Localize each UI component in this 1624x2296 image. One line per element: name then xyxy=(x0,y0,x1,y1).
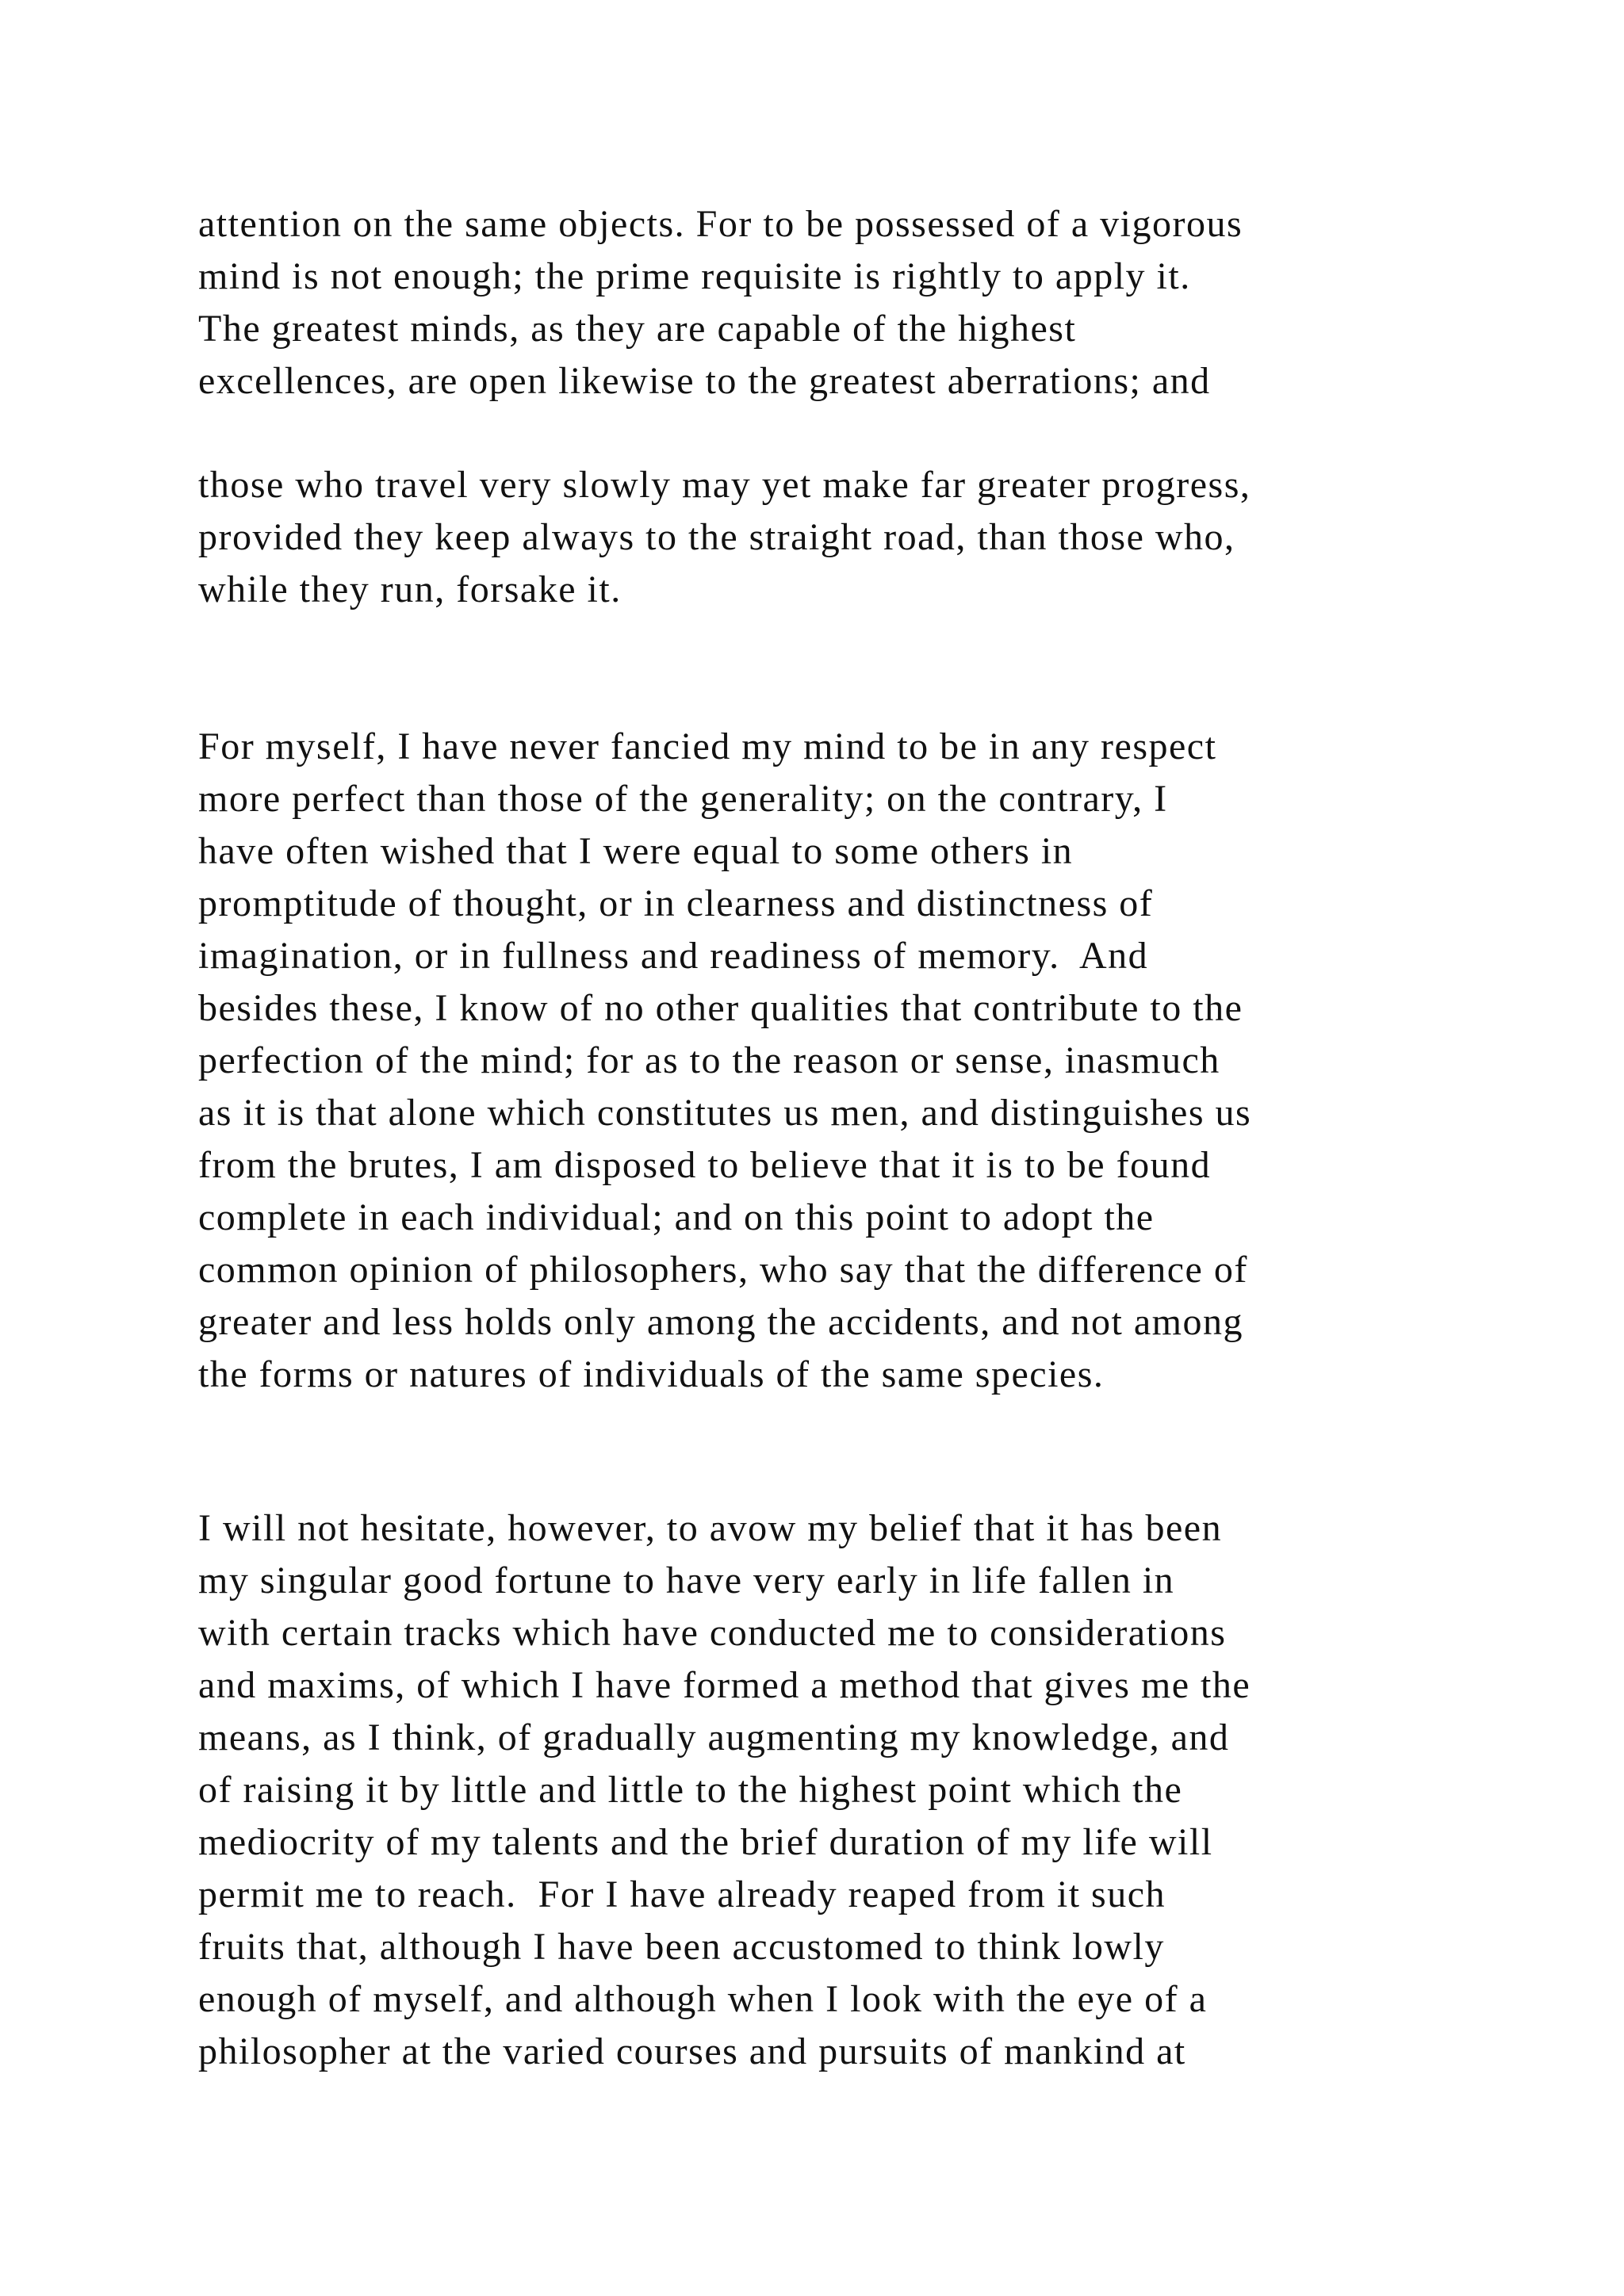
text-line: while they run, forsake it. xyxy=(198,568,622,610)
text-line: of raising it by little and little to the highest point which the xyxy=(198,1769,1183,1811)
text-line: mediocrity of my talents and the brief duration of my life will xyxy=(198,1821,1213,1863)
text-line: For myself, I have never fancied my mind to be in any respect xyxy=(198,725,1217,767)
text-line: fruits that, although I have been accustomed to think lowly xyxy=(198,1926,1165,1968)
text-line: philosopher at the varied courses and pursuits of mankind at xyxy=(198,2030,1186,2072)
text-line: permit me to reach. For I have already reaped from it such xyxy=(198,1873,1166,1915)
text-line: besides these, I know of no other qualities that contribute to the xyxy=(198,987,1243,1029)
text-line: excellences, are open likewise to the greatest aberrations; and xyxy=(198,360,1211,402)
text-line: means, as I think, of gradually augmenting my knowledge, and xyxy=(198,1716,1230,1758)
text-line: from the brutes, I am disposed to believe that it is to be found xyxy=(198,1144,1212,1186)
text-line: my singular good fortune to have very early in life fallen in xyxy=(198,1559,1175,1601)
text-line: I will not hesitate, however, to avow my belief that it has been xyxy=(198,1507,1223,1549)
text-line: have often wished that I were equal to some others in xyxy=(198,830,1074,872)
text-line: the forms or natures of individuals of the same species. xyxy=(198,1353,1105,1395)
text-line: enough of myself, and although when I look with the eye of a xyxy=(198,1978,1208,2020)
paragraph-3 xyxy=(198,721,1515,1401)
text-line: mind is not enough; the prime requisite is rightly to apply it. xyxy=(198,255,1191,297)
text-line: as it is that alone which constitutes us men, and distinguishes us xyxy=(198,1092,1252,1134)
text-line: The greatest minds, as they are capable of the highest xyxy=(198,308,1077,350)
text-line: provided they keep always to the straight road, than those who, xyxy=(198,516,1235,558)
text-line: complete in each individual; and on this point to adopt the xyxy=(198,1196,1155,1238)
text-line: with certain tracks which have conducted me to considerations xyxy=(198,1612,1227,1654)
paragraph-4 xyxy=(198,1502,1515,2078)
text-line: more perfect than those of the generality; on the contrary, I xyxy=(198,778,1168,820)
text-line: greater and less holds only among the accidents, and not among xyxy=(198,1301,1244,1343)
text-line: those who travel very slowly may yet make far greater progress, xyxy=(198,464,1251,506)
paragraph-2 xyxy=(198,459,1515,616)
text-line: attention on the same objects. For to be possessed of a vigorous xyxy=(198,203,1243,245)
text-line: common opinion of philosophers, who say that the difference of xyxy=(198,1249,1248,1291)
text-line: imagination, or in fullness and readiness of memory. And xyxy=(198,935,1149,977)
text-line: promptitude of thought, or in clearness and distinctness of xyxy=(198,882,1154,924)
text-line: perfection of the mind; for as to the reason or sense, inasmuch xyxy=(198,1039,1220,1081)
text-line: and maxims, of which I have formed a method that gives me the xyxy=(198,1664,1251,1706)
paragraph-1 xyxy=(198,198,1515,408)
